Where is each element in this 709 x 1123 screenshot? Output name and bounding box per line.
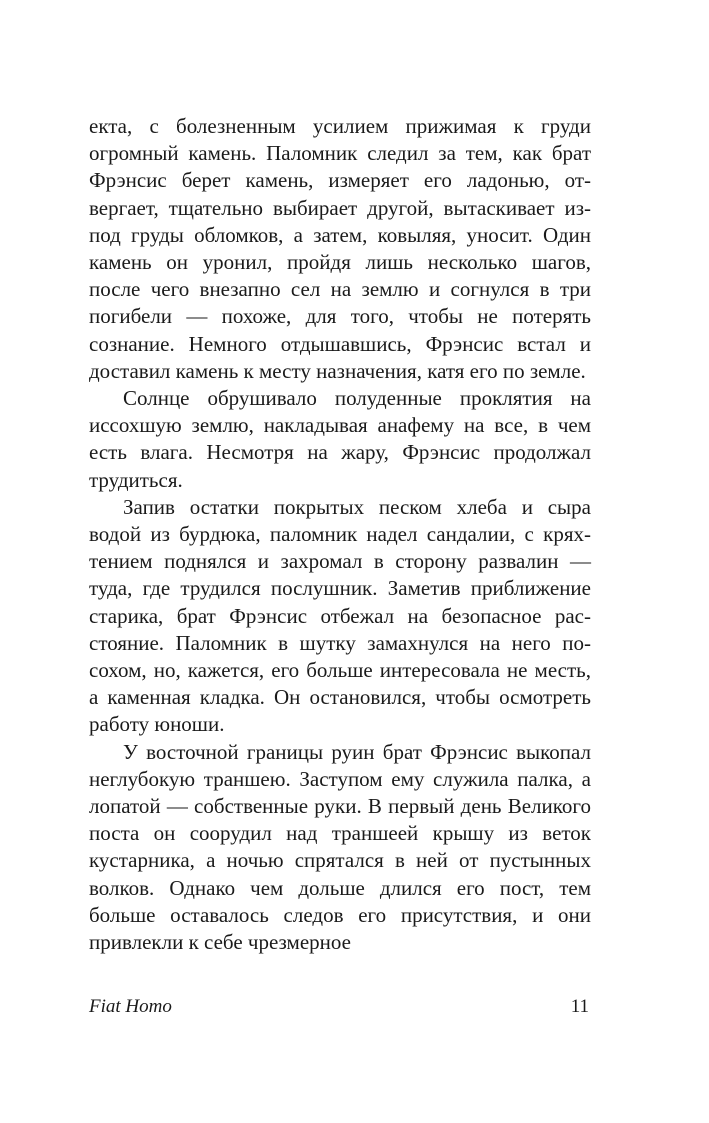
running-title: Fiat Homo bbox=[89, 996, 172, 1017]
body-text bbox=[89, 113, 591, 956]
paragraph-4: У восточной границы руин брат Фрэнсис выкопал неглубокую траншею. Заступом ему служила палка, а лопатой — собственные руки. В первый день Великого поста он соорудил над траншеей крышу из веток кустарника, а ночью спрятался в ней от пустынных волков. Однако чем дольше длился его пост, тем больше оставалось следов его присутствия, и они привлекли к себе чрезмерное bbox=[89, 739, 591, 955]
paragraph-2: Солнце обрушивало полуденные проклятия на иссохшую землю, накладывая анафему на все, в чем есть влага. Несмотря на жару, Фрэнсис продолжал трудиться. bbox=[89, 386, 591, 492]
paragraph-3: Запив остатки покрытых песком хлеба и сыра водой из бурдюка, паломник надел сандалии, с кряхтением поднялся и захромал в сторону развалин — туда, где трудился послушник. Заметив приближение старика, брат Фрэнсис отбежал на безопасное расстояние. Паломник в шутку замахнулся на него посохом, но, кажется, его больше интересовала не месть, а каменная кладка. Он остановился, чтобы осмотреть работу юноши. bbox=[89, 494, 591, 737]
paragraph-1: екта, с болезненным усилием прижимая к груди огромный камень. Паломник следил за тем, как брат Фрэнсис берет камень, измеряет его ладонью, отвергает, тщательно выбирает другой, вытаскивает из-под груды обломков, а затем, ковыляя, уносит. Один камень он уронил, пройдя лишь несколько шагов, после чего внезапно сел на землю и согнулся в три погибели — похоже, для того, чтобы не потерять сознание. Немного отдышавшись, Фрэнсис встал и доставил камень к месту назначения, катя его по земле. bbox=[89, 114, 591, 383]
page-number: 11 bbox=[570, 996, 589, 1017]
